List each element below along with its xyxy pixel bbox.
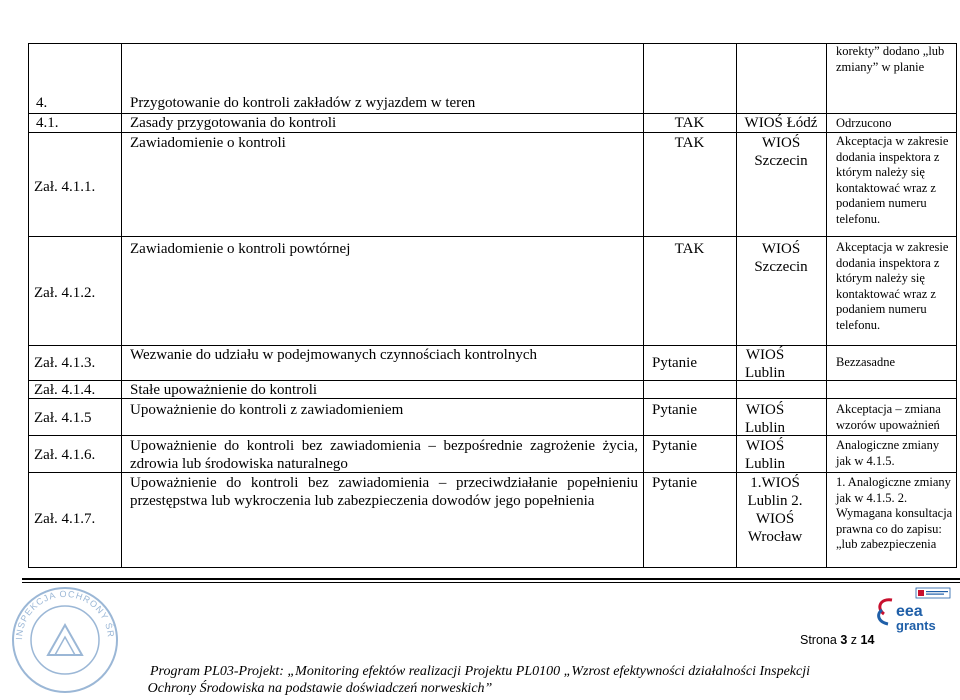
- status-cell: TAK: [674, 135, 705, 151]
- office-cell: WIOŚ Szczecin: [754, 135, 808, 169]
- page-number: [800, 633, 874, 647]
- section-title: Przygotowanie do kontroli zakładów z wyjazdem w teren: [130, 95, 476, 111]
- office-cell: 1.WIOŚ Lublin 2. WIOŚ Wrocław: [747, 475, 803, 545]
- subsection-title: Zasady przygotowania do kontroli: [130, 115, 337, 131]
- svg-text:eea: eea: [896, 603, 923, 620]
- comment-cell: Akceptacja – zmiana wzorów upoważnień: [836, 402, 941, 432]
- decision-cell: Odrzucono: [836, 116, 892, 130]
- section-number: 4.: [36, 95, 48, 111]
- row-title: Zawiadomienie o kontroli: [130, 135, 286, 151]
- comment-cell: Akceptacja w zakresie dodania inspektora z którym należy się kontaktować wraz z podaniem numeru telefonu.: [836, 134, 949, 226]
- status-cell: TAK: [674, 115, 705, 131]
- row-title: Wezwanie do udziału w podejmowanych czynnościach kontrolnych: [130, 347, 537, 363]
- separator-line: [22, 578, 960, 580]
- page-separator: z: [850, 633, 858, 647]
- comment-cell: Bezzasadne: [836, 355, 895, 369]
- eea-grants-logo: [874, 586, 954, 638]
- row-number: Zał. 4.1.7.: [34, 511, 96, 527]
- comment-cell: Akceptacja w zakresie dodania inspektora z którym należy się kontaktować wraz z podaniem numeru telefonu.: [836, 240, 949, 332]
- row-title: Upoważnienie do kontroli z zawiadomieniem: [130, 402, 404, 418]
- row-number: Zał. 4.1.1.: [34, 179, 96, 195]
- row-title: Stałe upoważnienie do kontroli: [130, 382, 318, 398]
- footer-line-1: Program PL03-Projekt: „Monitoring efektów realizacji Projektu PL0100 „Wzrost efektywności działalności Inspekcji: [150, 664, 810, 679]
- row-title: Upoważnienie do kontroli bez zawiadomienia – przeciwdziałanie popełnieniu przestępstwa lub wykroczenia lub zabezpieczenia dowodów jego popełnienia: [130, 475, 638, 509]
- page-total: 14: [860, 633, 875, 647]
- status-cell: Pytanie: [652, 355, 697, 371]
- office-cell: WIOŚ Szczecin: [754, 241, 808, 275]
- subsection-number: 4.1.: [36, 115, 59, 131]
- row-number: Zał. 4.1.3.: [34, 355, 96, 371]
- status-cell: Pytanie: [652, 438, 697, 454]
- office-cell: WIOŚ Lublin: [745, 438, 785, 472]
- svg-text:INSPEKCJA OCHRONY ŚRODOWISKA: INSPEKCJA OCHRONY ŚR: [13, 588, 117, 641]
- row-number: Zał. 4.1.5: [34, 410, 92, 426]
- office-cell: WIOŚ Lublin: [745, 347, 785, 381]
- separator-line: [22, 582, 960, 583]
- svg-text:grants: grants: [896, 618, 936, 633]
- row-number: Zał. 4.1.2.: [34, 285, 96, 301]
- row-number: Zał. 4.1.4.: [34, 382, 96, 398]
- comment-cell: 1. Analogiczne zmiany jak w 4.1.5. 2. Wymagana konsultacja prawna co do zapisu: „lub zabezpieczenia: [836, 475, 953, 552]
- status-cell: Pytanie: [652, 475, 697, 491]
- status-cell: TAK: [674, 241, 705, 257]
- status-cell: Pytanie: [652, 402, 697, 418]
- office-cell: WIOŚ Lublin: [745, 402, 785, 436]
- page-label: Strona: [800, 633, 837, 647]
- comment-cell: Analogiczne zmiany jak w 4.1.5.: [836, 438, 940, 468]
- page-current: 3: [840, 633, 848, 647]
- office-cell: WIOŚ Łódź: [744, 115, 818, 131]
- row-number: Zał. 4.1.6.: [34, 447, 96, 463]
- footer-line-2: Ochrony Środowiska na podstawie doświadczeń norweskich”: [147, 681, 493, 696]
- row-title: Upoważnienie do kontroli bez zawiadomienia – bezpośrednie zagrożenie życia, zdrowia lub środowiska naturalnego: [130, 438, 638, 472]
- row-title: Zawiadomienie o kontroli powtórnej: [130, 241, 351, 257]
- header-note: korekty” dodano „lub zmiany” w planie: [836, 44, 945, 74]
